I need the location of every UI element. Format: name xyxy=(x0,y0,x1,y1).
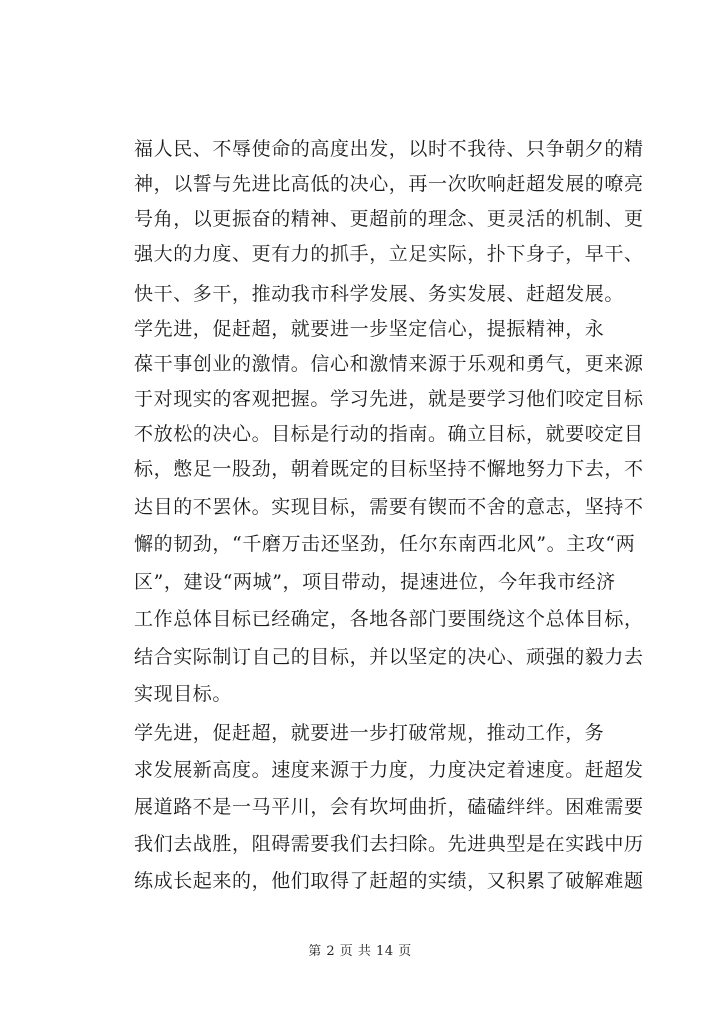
text-line: 于对现实的客观把握。学习先进，就是要学习他们咬定目标 xyxy=(134,388,644,410)
text-line: 练成长起来的，他们取得了赶超的实绩，又积累了破解难题 xyxy=(134,870,644,892)
text-line: 强大的力度、更有力的抓手，立足实际，扑下身子，早干、 xyxy=(134,243,644,265)
text-line: 神，以誓与先进比高低的决心，再一次吹响赶超发展的嘹亮 xyxy=(134,173,644,195)
text-line: 达目的不罢休。实现目标，需要有锲而不舍的意志，坚持不 xyxy=(134,496,644,518)
text-line: 展道路不是一马平川，会有坎坷曲折，磕磕绊绊。困难需要 xyxy=(134,796,644,818)
text-line: 实现目标。 xyxy=(134,683,233,705)
text-line: 学先进，促赶超，就要进一步打破常规，推动工作，务 xyxy=(134,722,605,744)
text-line: 号角，以更振奋的精神、更超前的理念、更灵活的机制、更 xyxy=(134,208,644,230)
text-line: 工作总体目标已经确定，各地各部门要围绕这个总体目标， xyxy=(134,608,644,630)
text-line: 我们去战胜，阻碍需要我们去扫除。先进典型是在实践中历 xyxy=(134,833,644,855)
text-line: 不放松的决心。目标是行动的指南。确立目标，就要咬定目 xyxy=(134,423,644,445)
text-line: 求发展新高度。速度来源于力度，力度决定着速度。赶超发 xyxy=(134,759,644,781)
text-line: 快干、多干，推动我市科学发展、务实发展、赶超发展。 xyxy=(134,283,625,305)
page-number: 第 2 页 共 14 页 xyxy=(308,944,412,959)
text-line: 懈的韧劲，“千磨万击还坚劲，任尔东南西北风”。主攻“两 xyxy=(134,533,636,555)
text-line: 标，憋足一股劲，朝着既定的目标坚持不懈地努力下去，不 xyxy=(134,458,644,480)
text-line: 区”，建设“两城”，项目带动，提速进位，今年我市经济 xyxy=(134,571,616,593)
text-line: 葆干事创业的激情。信心和激情来源于乐观和勇气，更来源 xyxy=(134,353,644,375)
text-line: 福人民、不辱使命的高度出发，以时不我待、只争朝夕的精 xyxy=(134,138,644,160)
text-line: 学先进，促赶超，就要进一步坚定信心，提振精神，永 xyxy=(134,318,605,340)
text-line: 结合实际制订自己的目标，并以坚定的决心、顽强的毅力去 xyxy=(134,646,644,668)
